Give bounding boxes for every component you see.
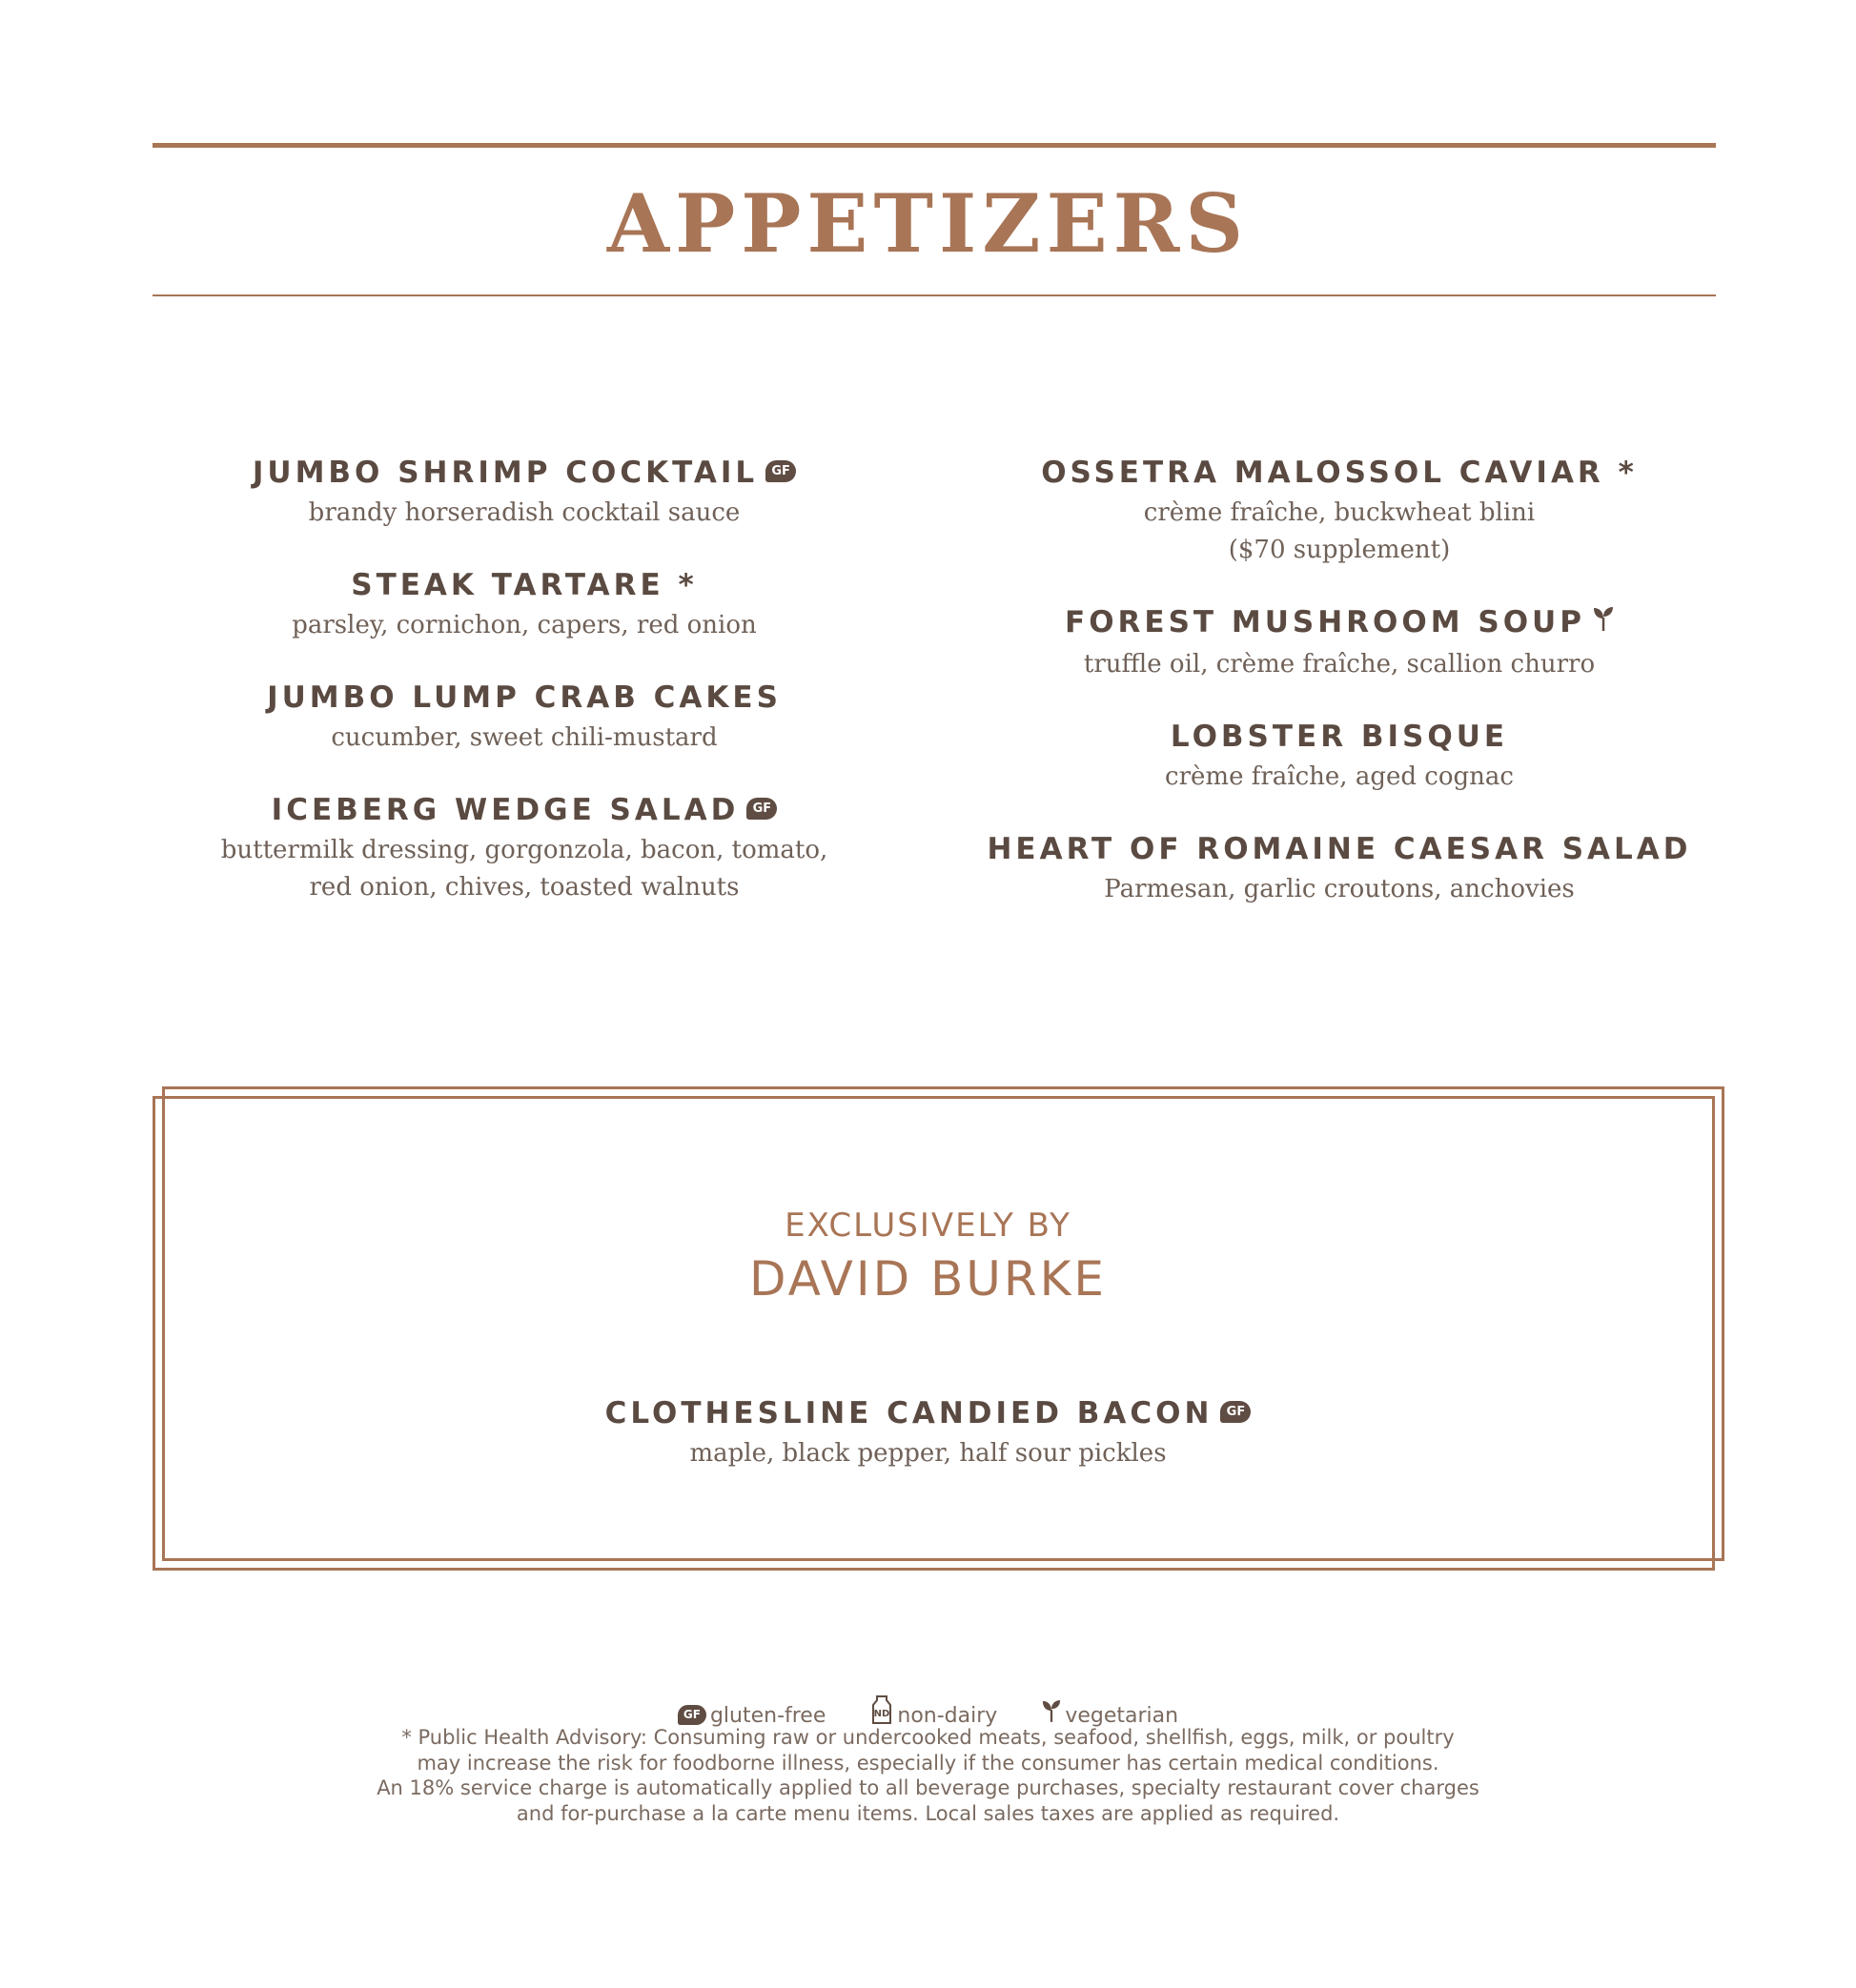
item-name: HEART OF ROMAINE CAESAR SALAD (987, 831, 1692, 866)
menu-item (114, 451, 934, 532)
public-health-advisory (0, 1725, 1856, 1826)
item-description: crème fraîche, buckwheat blini (1143, 498, 1536, 527)
gluten-free-icon: GF (765, 460, 796, 482)
page-title: APPETIZERS (606, 176, 1250, 271)
gluten-free-icon: GF (746, 798, 777, 820)
legend-label: vegetarian (1065, 1704, 1179, 1728)
item-description: maple, black pepper, half sour pickles (689, 1439, 1167, 1468)
item-description: brandy horseradish cocktail sauce (308, 498, 741, 527)
item-description: red onion, chives, toasted walnuts (309, 873, 740, 902)
top-rule (153, 143, 1716, 148)
item-description: ($70 supplement) (1228, 536, 1451, 564)
menu-item (929, 827, 1749, 908)
item-name: JUMBO LUMP CRAB CAKES (267, 680, 782, 715)
item-name: ICEBERG WEDGE SALAD (271, 793, 740, 827)
item-description: crème fraîche, aged cognac (1165, 761, 1514, 791)
item-name: OSSETRA MALOSSOL CAVIAR * (1041, 456, 1638, 490)
footnote-line: An 18% service charge is automatically applied to all beverage purchases, specialty restaurant cover charges (377, 1776, 1479, 1799)
item-name: JUMBO SHRIMP COCKTAIL (252, 456, 759, 490)
legend-label: gluten-free (709, 1704, 826, 1728)
item-description: truffle oil, crème fraîche, scallion churro (1083, 649, 1596, 679)
gluten-free-icon: GF (678, 1705, 706, 1725)
item-name: STEAK TARTARE * (351, 568, 698, 602)
menu-item (929, 600, 1749, 683)
item-description: Parmesan, garlic croutons, anchovies (1104, 874, 1575, 903)
menu-item (114, 788, 934, 906)
gluten-free-icon: GF (1220, 1401, 1251, 1423)
exclusive-menu-item (0, 1391, 1856, 1472)
footnote-line: and for-purchase a la carte menu items. Local sales taxes are applied as required. (516, 1801, 1340, 1825)
legend-label: non-dairy (897, 1704, 998, 1728)
item-name: CLOTHESLINE CANDIED BACON (604, 1396, 1214, 1430)
menu-item (929, 715, 1749, 796)
item-name: FOREST MUSHROOM SOUP (1065, 605, 1585, 639)
non-dairy-badge-text: ND (874, 1709, 890, 1719)
exclusive-label: EXCLUSIVELY BY (785, 1207, 1071, 1245)
exclusive-frame-inner (162, 1086, 1724, 1561)
title-underline (153, 294, 1716, 296)
menu-item (114, 676, 934, 757)
item-description: cucumber, sweet chili-mustard (331, 723, 718, 752)
right-menu-column (929, 451, 1749, 940)
item-name: LOBSTER BISQUE (1170, 719, 1509, 754)
footnote-line: * Public Health Advisory: Consuming raw or undercooked meats, seafood, shellfish, eggs, milk, or poultry (401, 1726, 1455, 1749)
menu-item (114, 563, 934, 644)
chef-name: DAVID BURKE (749, 1251, 1107, 1307)
footnote-line: may increase the risk for foodborne illness, especially if the consumer has certain medical conditions. (417, 1751, 1439, 1775)
menu-item (929, 451, 1749, 569)
item-description: parsley, cornichon, capers, red onion (292, 611, 757, 639)
left-menu-column (114, 451, 934, 938)
item-description: buttermilk dressing, gorgonzola, bacon, tomato, (220, 836, 828, 864)
vegetarian-leaf-icon (1593, 599, 1614, 643)
